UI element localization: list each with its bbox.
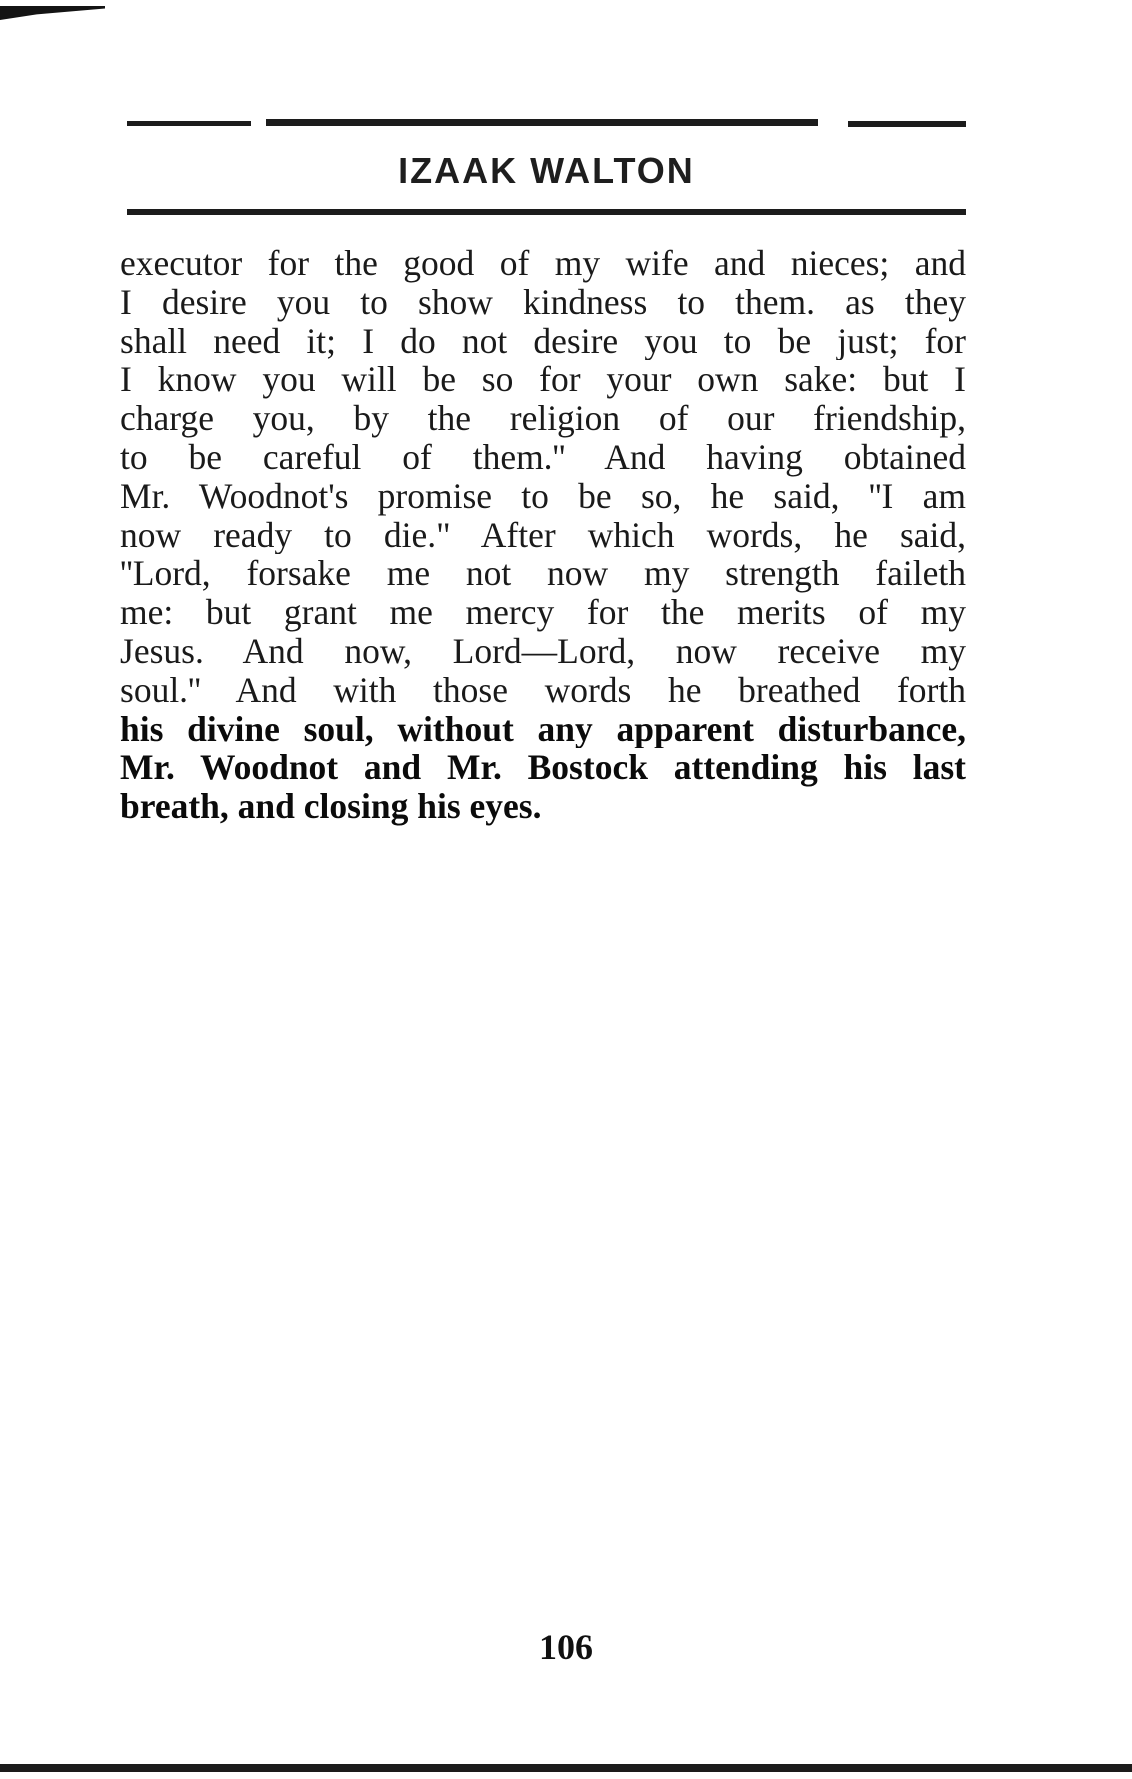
- text-line: Jesus. And now, Lord—Lord, now receive my: [120, 631, 966, 671]
- text-line: his divine soul, without any apparent disturbance,: [120, 709, 966, 749]
- text-line: now ready to die." After which words, he said,: [120, 515, 966, 555]
- page-number: 106: [539, 1627, 593, 1667]
- top-rule-left: [127, 121, 251, 126]
- header-underline-rule: [127, 209, 966, 215]
- text-line: I desire you to show kindness to them. as they: [120, 282, 966, 322]
- top-rule-center: [266, 119, 818, 126]
- text-line: soul.'' And with those words he breathed forth: [120, 670, 966, 710]
- body-text: [120, 244, 966, 826]
- running-title: IZAAK WALTON: [398, 150, 695, 191]
- text-line-final: breath, and closing his eyes.: [120, 787, 542, 826]
- text-line: charge you, by the religion of our friendship,: [120, 399, 966, 438]
- top-rule-right: [848, 121, 966, 127]
- text-line: I know you will be so for your own sake: but I: [120, 360, 966, 400]
- text-line: to be careful of them.'' And having obtained: [120, 437, 966, 477]
- bottom-edge-rule: [0, 1764, 1132, 1772]
- text-line: me: but grant me mercy for the merits of my: [120, 593, 966, 632]
- text-line: shall need it; I do not desire you to be just; for: [120, 321, 966, 361]
- text-line: Mr. Woodnot and Mr. Bostock attending his last: [120, 748, 966, 788]
- text-line: ''Lord, forsake me not now my strength faileth: [120, 554, 966, 594]
- scan-corner-mark: [0, 6, 105, 20]
- text-line: Mr. Woodnot's promise to be so, he said, ''I am: [120, 476, 966, 516]
- text-line: executor for the good of my wife and nieces; and: [120, 244, 966, 283]
